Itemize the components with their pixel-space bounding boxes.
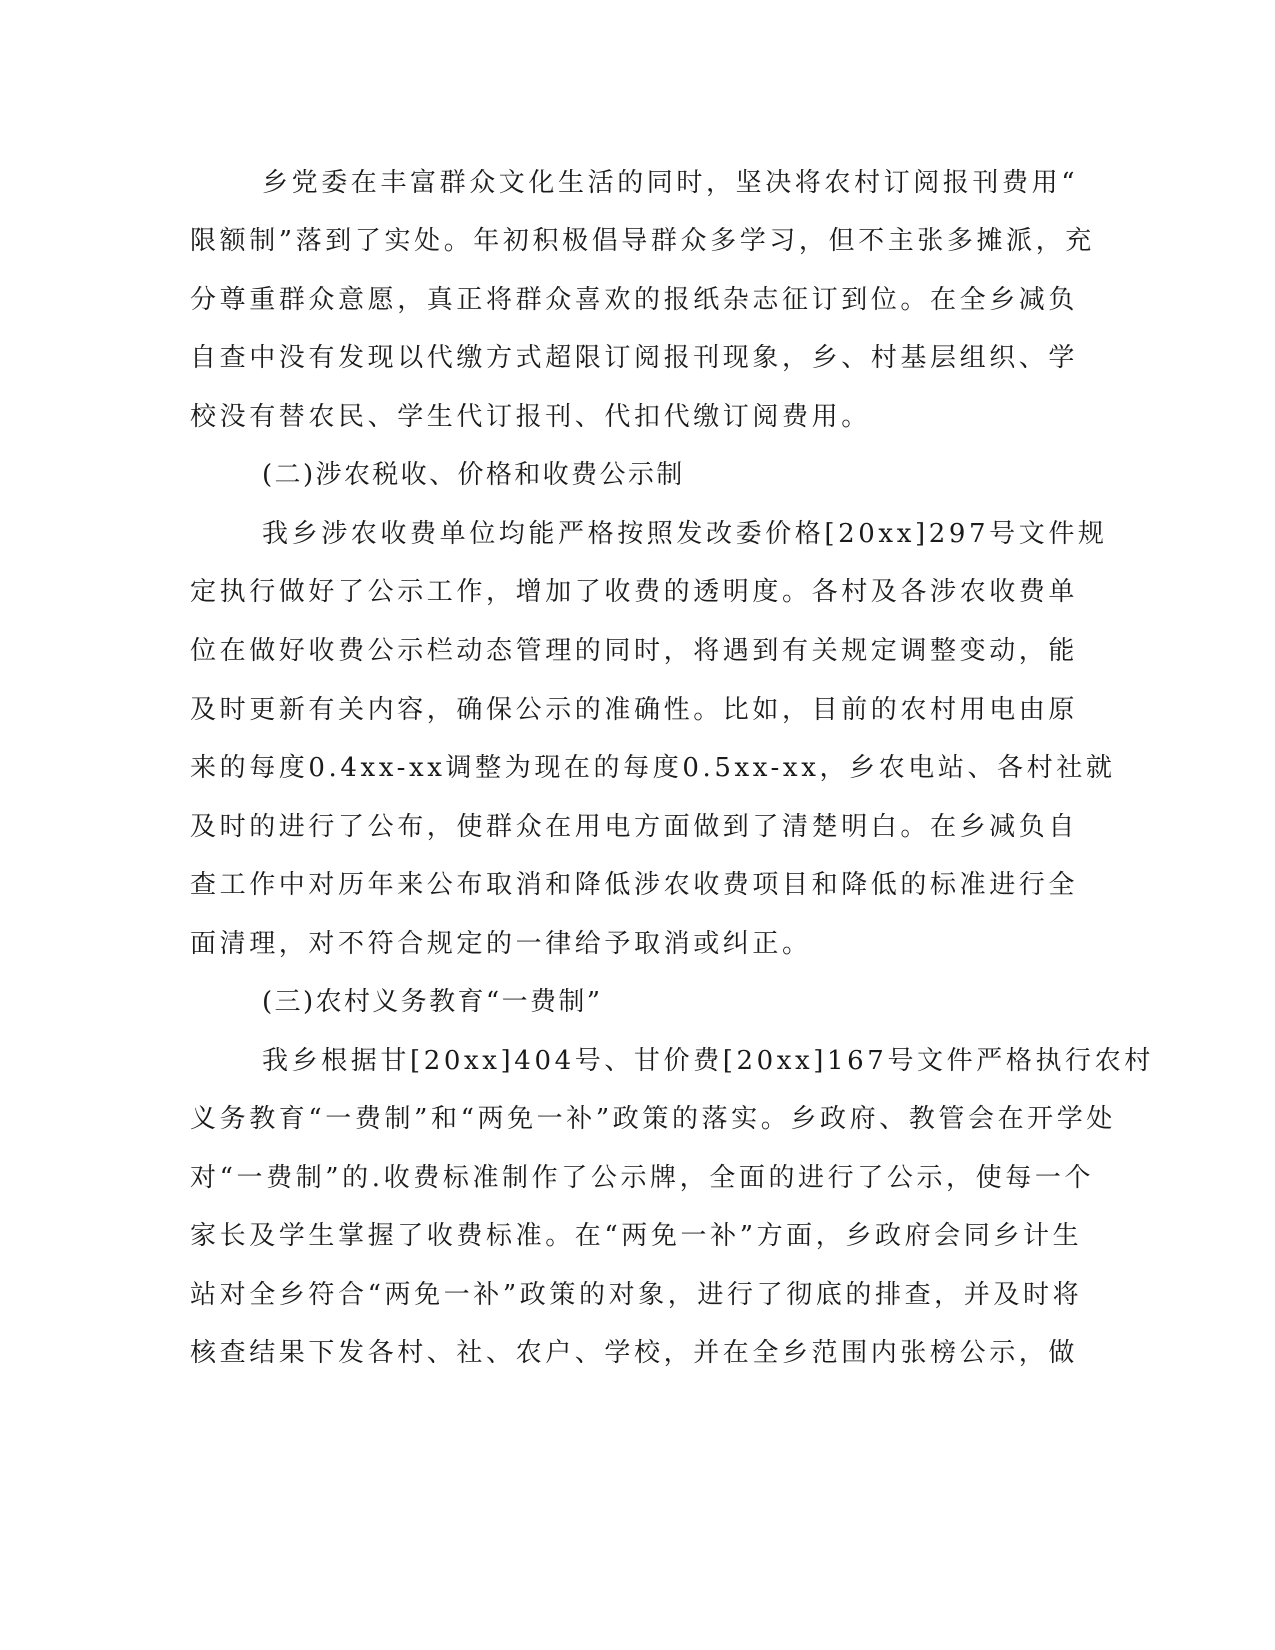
paragraph-1-line-1: 乡党委在丰富群众文化生活的同时，坚决将农村订阅报刊费用“ bbox=[262, 168, 1079, 198]
paragraph-3-line-1: 我乡根据甘[20xx]404号、甘价费[20xx]167号文件严格执行农村 bbox=[262, 1046, 1154, 1076]
paragraph-3-line-6: 核查结果下发各村、社、农户、学校，并在全乡范围内张榜公示，做 bbox=[190, 1338, 1079, 1368]
paragraph-3-line-2: 义务教育“一费制”和“两免一补”政策的落实。乡政府、教管会在开学处 bbox=[190, 1104, 1116, 1134]
paragraph-1-line-5: 校没有替农民、学生代订报刊、代扣代缴订阅费用。 bbox=[190, 402, 871, 432]
paragraph-3-line-5: 站对全乡符合“两免一补”政策的对象，进行了彻底的排查，并及时将 bbox=[190, 1280, 1083, 1310]
paragraph-1-line-3: 分尊重群众意愿，真正将群众喜欢的报纸杂志征订到位。在全乡减负 bbox=[190, 285, 1079, 315]
paragraph-1-line-4: 自查中没有发现以代缴方式超限订阅报刊现象，乡、村基层组织、学 bbox=[190, 343, 1079, 373]
paragraph-2-line-6: 及时的进行了公布，使群众在用电方面做到了清楚明白。在乡减负自 bbox=[190, 812, 1079, 842]
paragraph-2-line-1: 我乡涉农收费单位均能严格按照发改委价格[20xx]297号文件规 bbox=[262, 519, 1108, 549]
paragraph-2-line-5: 来的每度0.4xx-xx调整为现在的每度0.5xx-xx，乡农电站、各村社就 bbox=[190, 753, 1116, 783]
paragraph-2-line-2: 定执行做好了公示工作，增加了收费的透明度。各村及各涉农收费单 bbox=[190, 577, 1079, 607]
paragraph-3-line-4: 家长及学生掌握了收费标准。在“两免一补”方面，乡政府会同乡计生 bbox=[190, 1221, 1083, 1251]
paragraph-1-line-2: 限额制”落到了实处。年初积极倡导群众多学习，但不主张多摊派，充 bbox=[190, 226, 1095, 256]
paragraph-2-line-8: 面清理，对不符合规定的一律给予取消或纠正。 bbox=[190, 929, 812, 959]
section-heading-2: (二)涉农税收、价格和收费公示制 bbox=[262, 460, 685, 490]
paragraph-2-line-4: 及时更新有关内容，确保公示的准确性。比如，目前的农村用电由原 bbox=[190, 695, 1079, 725]
section-heading-3: (三)农村义务教育“一费制” bbox=[262, 987, 603, 1017]
paragraph-2-line-3: 位在做好收费公示栏动态管理的同时，将遇到有关规定调整变动，能 bbox=[190, 636, 1079, 666]
paragraph-2-line-7: 查工作中对历年来公布取消和降低涉农收费项目和降低的标准进行全 bbox=[190, 870, 1079, 900]
paragraph-3-line-3: 对“一费制”的.收费标准制作了公示牌，全面的进行了公示，使每一个 bbox=[190, 1163, 1095, 1193]
